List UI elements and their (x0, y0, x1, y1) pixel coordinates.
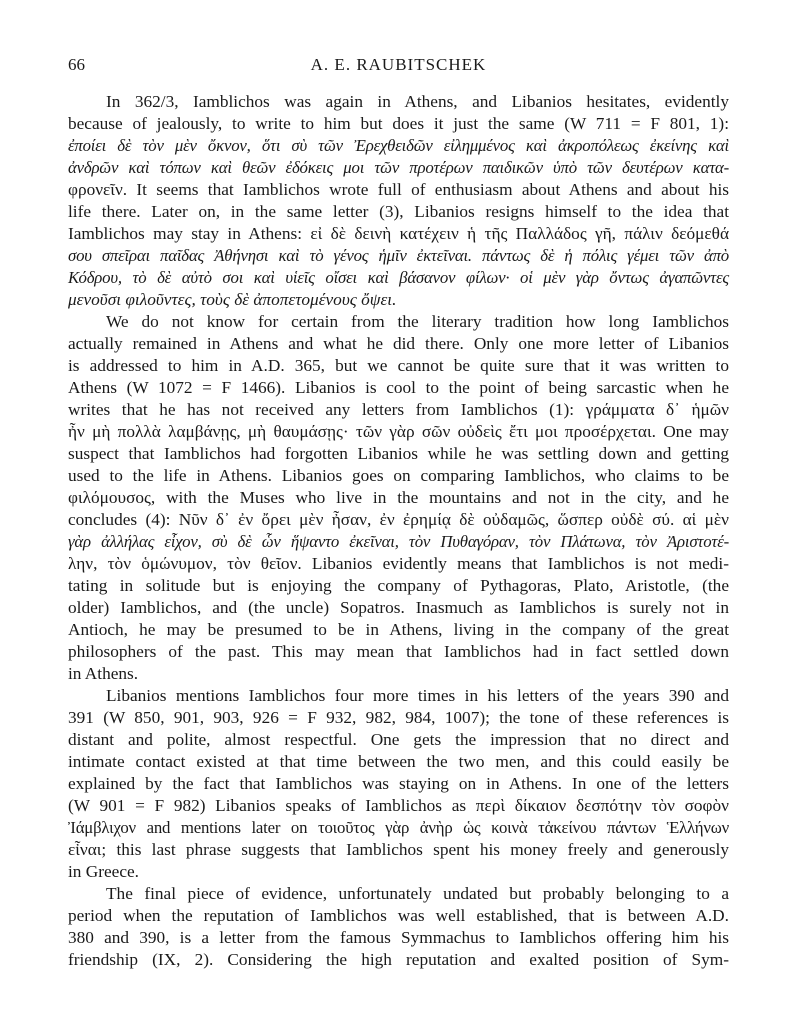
page-header (68, 55, 729, 79)
text-line: Iamblichos may stay in Athens: εἰ δὲ δεινὴ κατέχειν ἡ τῆς Παλλάδος γῆ, πάλιν δεόμεθά (68, 224, 729, 243)
text-line: μενοῦσι φιλοῦντες, τοὺς δὲ ἀποπετομένους ὄψει. (68, 290, 397, 309)
text-line: life there. Later on, in the same letter (3), Libanios resigns himself to the idea that (68, 202, 729, 221)
text-line: Athens (W 1072 = F 1466). Libanios is cool to the point of being sarcastic when he (68, 378, 729, 397)
text-line: ἀνδρῶν καὶ τόπων καὶ θεῶν ἐδόκεις μοι τῶν προτέρων παιδικῶν ὑπὸ τῶν δευτέρων κατα- (68, 158, 729, 177)
text-line: is addressed to him in A.D. 365, but we cannot be quite sure that it was written to (68, 356, 729, 375)
text-line: actually remained in Athens and what he did there. Only one more letter of Libanios (68, 334, 729, 353)
text-line: φρονεῖν. It seems that Iamblichos wrote full of enthusiasm about Athens and about his (68, 180, 729, 199)
running-head: A. E. RAUBITSCHEK (310, 55, 487, 74)
text-line: λην, τὸν ὁμώνυμον, τὸν θεῖον. Libanios evidently means that Iamblichos is not medi- (68, 554, 729, 573)
text-line: 380 and 390, is a letter from the famous Symmachus to Iamblichos offering him his (68, 928, 729, 947)
text-line: explained by the fact that Iamblichos was staying on in Athens. In one of the letters (68, 774, 729, 793)
text-line: philosophers of the past. This may mean that Iamblichos had in fact settled down (68, 642, 729, 661)
text-line: older) Iamblichos, and (the uncle) Sopatros. Inasmuch as Iamblichos is surely not in (68, 598, 729, 617)
text-line: Ἰάμβλιχον and mentions later on τοιοῦτος γὰρ ἀνὴρ ὡς κοινὰ τἀκείνου πάντων Ἑλλήνων (68, 818, 729, 837)
text-line: in Athens. (68, 664, 139, 683)
text-line: (W 901 = F 982) Libanios speaks of Iamblichos as περὶ δίκαιον δεσπότην τὸν σοφὸν (68, 796, 729, 815)
text-line: used to the life in Athens. Libanios goes on comparing Iamblichos, who claims to be (68, 466, 729, 485)
text-line: in Greece. (68, 862, 139, 881)
text-line: In 362/3, Iamblichos was again in Athens, and Libanios hesitates, evidently (106, 92, 729, 111)
text-line: tating in solitude but is enjoying the company of Pythagoras, Plato, Aristotle, (the (68, 576, 729, 595)
text-line: εἶναι; this last phrase suggests that Iamblichos spent his money freely and generously (68, 840, 729, 859)
text-line: σου σπεῖραι παῖδας Ἀθήνησι καὶ τὸ γένος ἡμῖν ἐκτεῖναι. πάντως δὲ ἡ πόλις γέμει τῶν ἀπὸ (68, 246, 729, 265)
text-line: ἦν μὴ πολλὰ λαμβάνῃς, μὴ θαυμάσῃς· τῶν γὰρ σῶν οὐδεὶς ἔτι μοι προσέρχεται. One may (68, 422, 729, 441)
text-line: concludes (4): Νῦν δ᾽ ἐν ὄρει μὲν ἦσαν, ἐν ἐρημίᾳ δὲ οὐδαμῶς, ὥσπερ οὐδὲ σύ. αἱ μὲν (68, 510, 729, 529)
text-line: writes that he has not received any letters from Iamblichos (1): γράμματα δ᾽ ἡμῶν (68, 400, 729, 419)
text-line: Κόδρου, τὸ δὲ αὐτὸ σοι καὶ υἱεῖς οἴσει καὶ βάσανον φίλων· οἱ μὲν γὰρ ὄντως ἀγαπῶντες (68, 268, 729, 287)
text-line: friendship (IX, 2). Considering the high reputation and exalted position of Sym- (68, 950, 729, 969)
text-line: period when the reputation of Iamblichos was well established, that is between A.D. (68, 906, 729, 925)
text-line: suspect that Iamblichos had forgotten Libanios while he was settling down and getting (68, 444, 729, 463)
text-line: intimate contact existed at that time between the two men, and this could easily be (68, 752, 729, 771)
text-line: Antioch, he may be presumed to be in Athens, living in the company of the great (68, 620, 729, 639)
text-line: because of jealously, to write to him but does it just the same (W 711 = F 801, 1): (68, 114, 729, 133)
text-line: distant and polite, almost respectful. One gets the impression that no direct and (68, 730, 729, 749)
text-line: ἐποίει δὲ τὸν μὲν ὄκνον, ὅτι σὺ τῶν Ἐρεχθειδῶν εἰλημμένος καὶ ἀκροπόλεως ἐκείνης καὶ (68, 136, 729, 155)
text-line: γὰρ ἀλλήλας εἶχον, σὺ δὲ ὧν ἥψαντο ἐκεῖναι, τὸν Πυθαγόραν, τὸν Πλάτωνα, τὸν Ἀριστοτέ- (68, 532, 729, 551)
text-line: We do not know for certain from the literary tradition how long Iamblichos (106, 312, 729, 331)
text-line: 391 (W 850, 901, 903, 926 = F 932, 982, 984, 1007); the tone of these references is (68, 708, 729, 727)
text-line: The final piece of evidence, unfortunately undated but probably belonging to a (106, 884, 729, 903)
text-line: Libanios mentions Iamblichos four more times in his letters of the years 390 and (106, 686, 729, 705)
page-number: 66 (68, 55, 85, 74)
text-line: φιλόμουσος, with the Muses who live in the mountains and not in the city, and he (68, 488, 729, 507)
